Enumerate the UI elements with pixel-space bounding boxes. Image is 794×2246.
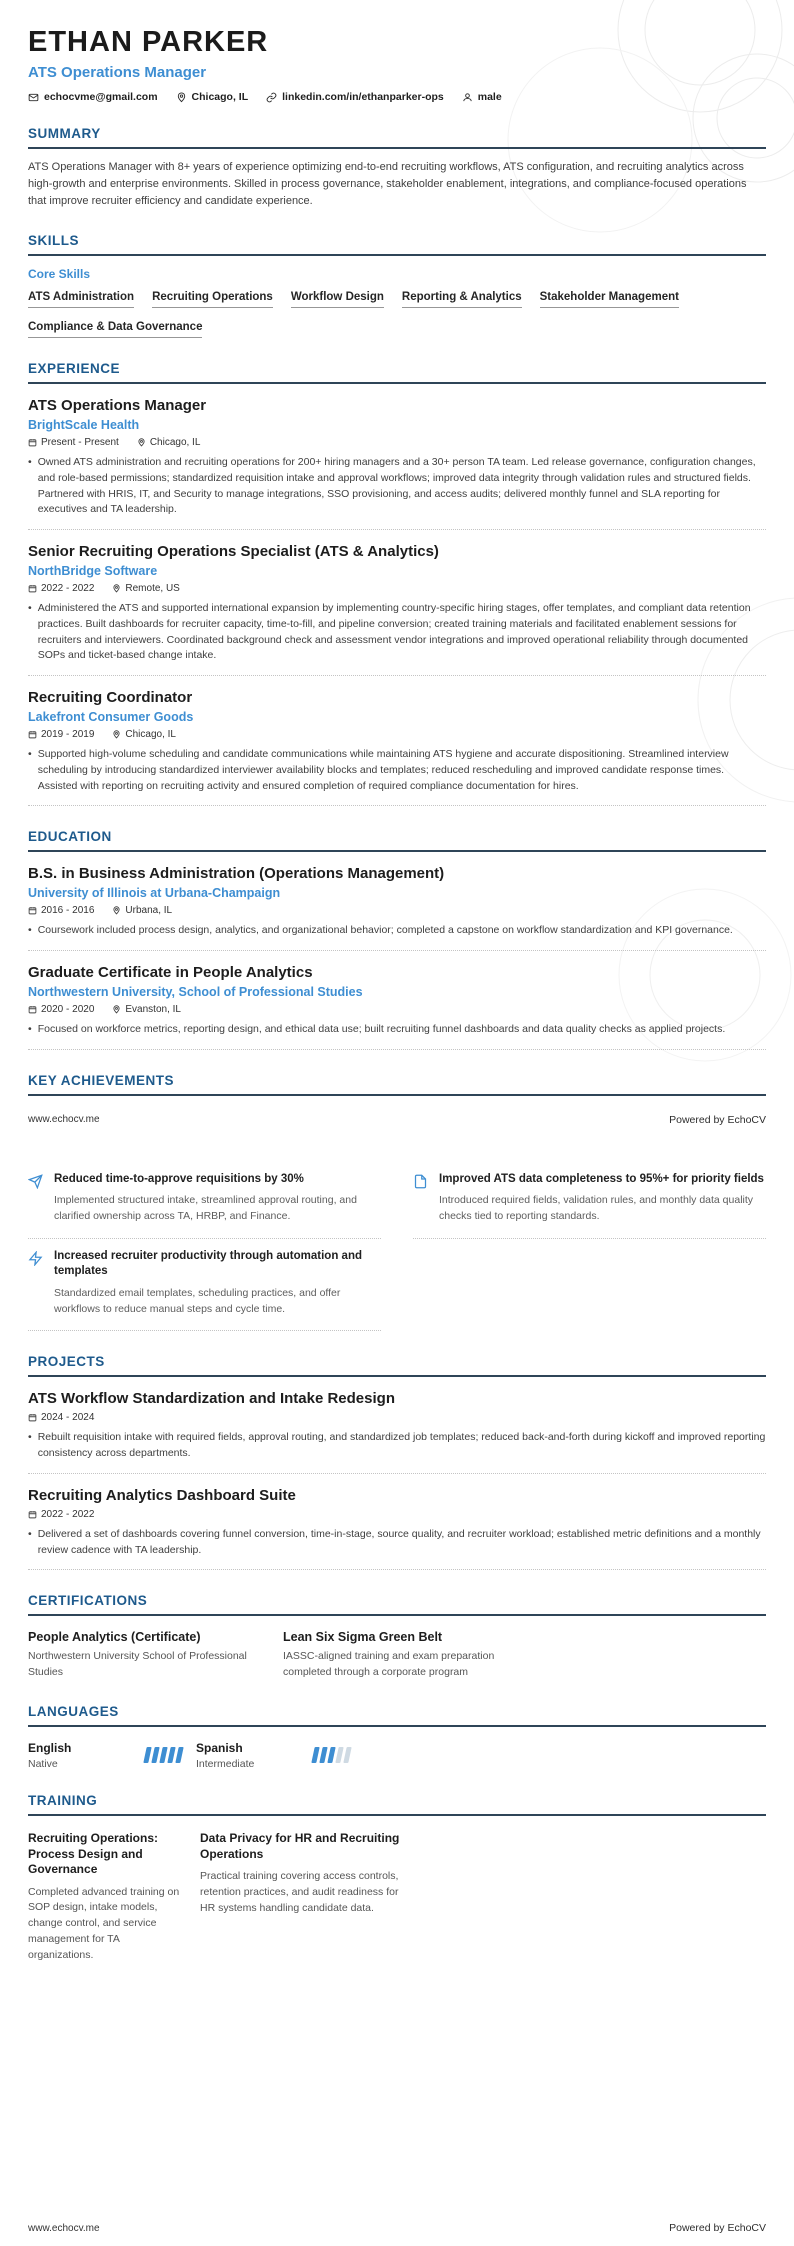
training-title: Data Privacy for HR and Recruiting Operations (200, 1830, 400, 1861)
page2-footer (28, 2222, 766, 2234)
achievement-item (413, 1162, 766, 1239)
language-item (196, 1741, 364, 1770)
training-text: Practical training covering access controls, retention practices, and audit readiness for HR systems handling candidate data. (200, 1870, 399, 1914)
level-bar (151, 1747, 159, 1763)
email-icon (28, 92, 39, 103)
link-icon (266, 92, 277, 103)
education-meta (28, 905, 766, 916)
job-title: Senior Recruiting Operations Specialist (ATS & Analytics) (28, 543, 439, 561)
calendar-icon (28, 1005, 37, 1014)
project-dates: 2022 - 2022 (28, 1509, 94, 1520)
education-meta (28, 1004, 766, 1015)
education-bullet: • Focused on workforce metrics, reporting design, and ethical data use; built recruiting funnel dashboards and data quality checks as applied projects. (28, 1022, 766, 1038)
languages-heading: LANGUAGES (28, 1704, 766, 1727)
achievement-text: Introduced required fields, validation rules, and monthly data quality checks tied to reporting standards. (439, 1194, 754, 1223)
achievement-title: Increased recruiter productivity through automation and templates (54, 1249, 362, 1278)
languages-row (28, 1741, 766, 1770)
contact-gender-text: male (477, 91, 502, 103)
language-name: English (28, 1740, 72, 1755)
person-title: ATS Operations Manager (28, 64, 207, 81)
certification-text: IASSC-aligned training and exam preparation completed through a corporate program (283, 1650, 495, 1679)
location-icon (112, 730, 121, 739)
job-location: Chicago, IL (137, 437, 201, 448)
skill-tag: Compliance & Data Governance (28, 321, 202, 338)
school-name: University of Illinois at Urbana-Champaign (28, 886, 281, 901)
calendar-icon (28, 730, 37, 739)
training-text: Completed advanced training on SOP design, intake models, change control, and service management for TA organizations. (28, 1885, 180, 1961)
training-heading: TRAINING (28, 1793, 766, 1816)
skill-tag: Stakeholder Management (540, 291, 679, 308)
training-title: Recruiting Operations: Process Design and Governance (28, 1830, 159, 1877)
project-title: ATS Workflow Standardization and Intake Redesign (28, 1390, 395, 1408)
achievements-grid (28, 1162, 766, 1332)
job-bullet: • Owned ATS administration and recruiting operations for 200+ hiring managers and a 30+ person TA team. Led release governance, configuration changes, and role-based permissions; standardized requisition intake and approval workflows; improved data integrity through validation rules and structured fields. Partnered with HRIS, IT, and Security to manage integrations, SSO provisioning, and access audits; delivered monthly funnel and SLA reporting for executives and TA leadership. (28, 455, 766, 518)
job-meta (28, 729, 766, 740)
job-bullet: • Administered the ATS and supported international expansion by implementing country-specific hiring stages, offer templates, and compliant data retention practices. Built dashboards for recruiter capacity, time-to-fill, and pipeline conversion; created training materials and facilitated enablement sessions for recruiters and interviewers. Coordinated background check and assessment vendor integrations and improved operational reliability through documented SOPs and ticket-based change intake. (28, 601, 766, 664)
footer-site-link[interactable]: www.echocv.me (28, 1114, 100, 1126)
company-name: Lakefront Consumer Goods (28, 710, 194, 725)
zap-icon (28, 1251, 43, 1266)
page1-footer (28, 1114, 766, 1126)
experience-entry (28, 543, 766, 676)
contact-email-text: echocvme@gmail.com (44, 91, 158, 103)
education-entry (28, 964, 766, 1050)
job-dates: Present - Present (28, 437, 119, 448)
achievement-item (28, 1162, 381, 1239)
send-icon (28, 1174, 43, 1189)
contact-row (28, 91, 766, 103)
languages-section (28, 1704, 766, 1770)
certification-title: Lean Six Sigma Green Belt (283, 1630, 443, 1645)
achievement-title: Improved ATS data completeness to 95%+ for priority fields (439, 1172, 764, 1185)
language-level-label: Intermediate (196, 1757, 255, 1770)
project-entry (28, 1487, 766, 1571)
degree-title: Graduate Certificate in People Analytics (28, 964, 313, 982)
job-location: Chicago, IL (112, 729, 176, 740)
level-bar (143, 1747, 151, 1763)
achievements-section (28, 1073, 766, 1096)
certification-item (28, 1618, 283, 1681)
calendar-icon (28, 438, 37, 447)
skill-tags (28, 291, 766, 338)
education-location: Urbana, IL (112, 905, 172, 916)
experience-entry (28, 397, 766, 530)
contact-linkedin-text: linkedin.com/in/ethanparker-ops (282, 91, 444, 103)
certifications-grid (28, 1618, 766, 1681)
experience-heading: EXPERIENCE (28, 361, 766, 384)
level-bar (335, 1747, 343, 1763)
calendar-icon (28, 1510, 37, 1519)
contact-location-text: Chicago, IL (191, 91, 249, 103)
location-icon (112, 584, 121, 593)
certification-title: People Analytics (Certificate) (28, 1630, 201, 1645)
level-bar (175, 1747, 183, 1763)
footer-powered-by: Powered by EchoCV (669, 1113, 766, 1126)
level-bar (319, 1747, 327, 1763)
calendar-icon (28, 584, 37, 593)
education-dates: 2020 - 2020 (28, 1004, 94, 1015)
location-icon (137, 438, 146, 447)
achievement-title: Reduced time-to-approve requisitions by 30% (54, 1172, 304, 1185)
level-bar (159, 1747, 167, 1763)
skills-section (28, 233, 766, 338)
language-level-label: Native (28, 1757, 58, 1770)
skill-tag: Recruiting Operations (152, 291, 273, 308)
language-name: Spanish (196, 1740, 243, 1755)
skill-tag: Workflow Design (291, 291, 384, 308)
summary-heading: SUMMARY (28, 126, 766, 149)
job-dates: 2019 - 2019 (28, 729, 94, 740)
resume-header (28, 26, 766, 103)
experience-section (28, 361, 766, 806)
job-location: Remote, US (112, 583, 179, 594)
language-level-bars (145, 1747, 196, 1763)
footer-site-link[interactable]: www.echocv.me (28, 2222, 100, 2234)
location-icon (112, 1005, 121, 1014)
job-title: Recruiting Coordinator (28, 689, 193, 707)
project-title: Recruiting Analytics Dashboard Suite (28, 1486, 296, 1504)
skill-tag: ATS Administration (28, 291, 134, 308)
training-item (28, 1818, 200, 1964)
skills-group-label: Core Skills (28, 267, 91, 282)
document-icon (413, 1174, 428, 1189)
job-bullet: • Supported high-volume scheduling and candidate communications while maintaining ATS hygiene and accurate dispositioning. Streamlined interview scheduling by introducing standardized interviewer availability blocks and templates; reduced rescheduling and improved candidate response times. Assisted with reporting on recruiting activity and ensured completion of required compliance documentation for hires. (28, 747, 766, 794)
projects-heading: PROJECTS (28, 1354, 766, 1377)
calendar-icon (28, 1413, 37, 1422)
skills-heading: SKILLS (28, 233, 766, 256)
certifications-heading: CERTIFICATIONS (28, 1593, 766, 1616)
level-bar (343, 1747, 351, 1763)
education-entry (28, 865, 766, 951)
training-section (28, 1793, 766, 1964)
project-dates: 2024 - 2024 (28, 1412, 94, 1423)
person-icon (462, 92, 473, 103)
location-icon (176, 92, 187, 103)
language-item (28, 1741, 196, 1770)
project-bullet: • Rebuilt requisition intake with required fields, approval routing, and standardized job templates; reduced back-and-forth during kickoff and improved reporting consistency across departments. (28, 1430, 766, 1462)
level-bar (311, 1747, 319, 1763)
education-bullet: • Coursework included process design, analytics, and organizational behavior; completed a capstone on workflow standardization and KPI governance. (28, 923, 766, 939)
project-meta (28, 1412, 766, 1423)
certifications-section (28, 1593, 766, 1681)
achievement-item (28, 1239, 381, 1332)
project-bullet: • Delivered a set of dashboards covering funnel conversion, time-in-stage, source quality, and recruiter workload; established metric definitions and a monthly review cadence with TA leadership. (28, 1527, 766, 1559)
company-name: NorthBridge Software (28, 564, 158, 579)
achievements-heading: KEY ACHIEVEMENTS (28, 1073, 766, 1096)
achievement-text: Implemented structured intake, streamlined approval routing, and clarified ownership across TA, HRBP, and Finance. (54, 1194, 357, 1223)
company-name: BrightScale Health (28, 418, 140, 433)
summary-text: ATS Operations Manager with 8+ years of experience optimizing end-to-end recruiting workflows, ATS configuration, and recruiting analytics across high-growth and enterprise environments. Skilled in process governance, stakeholder enablement, integrations, and compliance-focused operations that improve recruiter efficiency and candidate experience. (28, 161, 747, 208)
contact-linkedin[interactable] (266, 91, 444, 103)
education-section (28, 829, 766, 1050)
job-dates: 2022 - 2022 (28, 583, 94, 594)
experience-entry (28, 689, 766, 806)
job-meta (28, 437, 766, 448)
job-title: ATS Operations Manager (28, 397, 207, 415)
person-name: ETHAN PARKER (28, 26, 269, 58)
project-entry (28, 1390, 766, 1474)
school-name: Northwestern University, School of Professional Studies (28, 985, 363, 1000)
calendar-icon (28, 906, 37, 915)
level-bar (167, 1747, 175, 1763)
job-meta (28, 583, 766, 594)
language-level-bars (313, 1747, 364, 1763)
level-bar (327, 1747, 335, 1763)
certification-item (283, 1618, 538, 1681)
certification-text: Northwestern University School of Professional Studies (28, 1650, 247, 1679)
footer-powered-by: Powered by EchoCV (669, 2222, 766, 2234)
skill-tag: Reporting & Analytics (402, 291, 522, 308)
project-meta (28, 1509, 766, 1520)
projects-section (28, 1354, 766, 1570)
contact-location (176, 91, 249, 103)
contact-email[interactable] (28, 91, 158, 103)
education-location: Evanston, IL (112, 1004, 181, 1015)
education-dates: 2016 - 2016 (28, 905, 94, 916)
location-icon (112, 906, 121, 915)
achievement-text: Standardized email templates, scheduling practices, and offer workflows to reduce manual steps and cycle time. (54, 1286, 341, 1315)
summary-section (28, 126, 766, 210)
degree-title: B.S. in Business Administration (Operations Management) (28, 865, 445, 883)
education-heading: EDUCATION (28, 829, 766, 852)
contact-gender (462, 91, 502, 103)
training-item (200, 1818, 420, 1964)
training-grid (28, 1818, 766, 1964)
